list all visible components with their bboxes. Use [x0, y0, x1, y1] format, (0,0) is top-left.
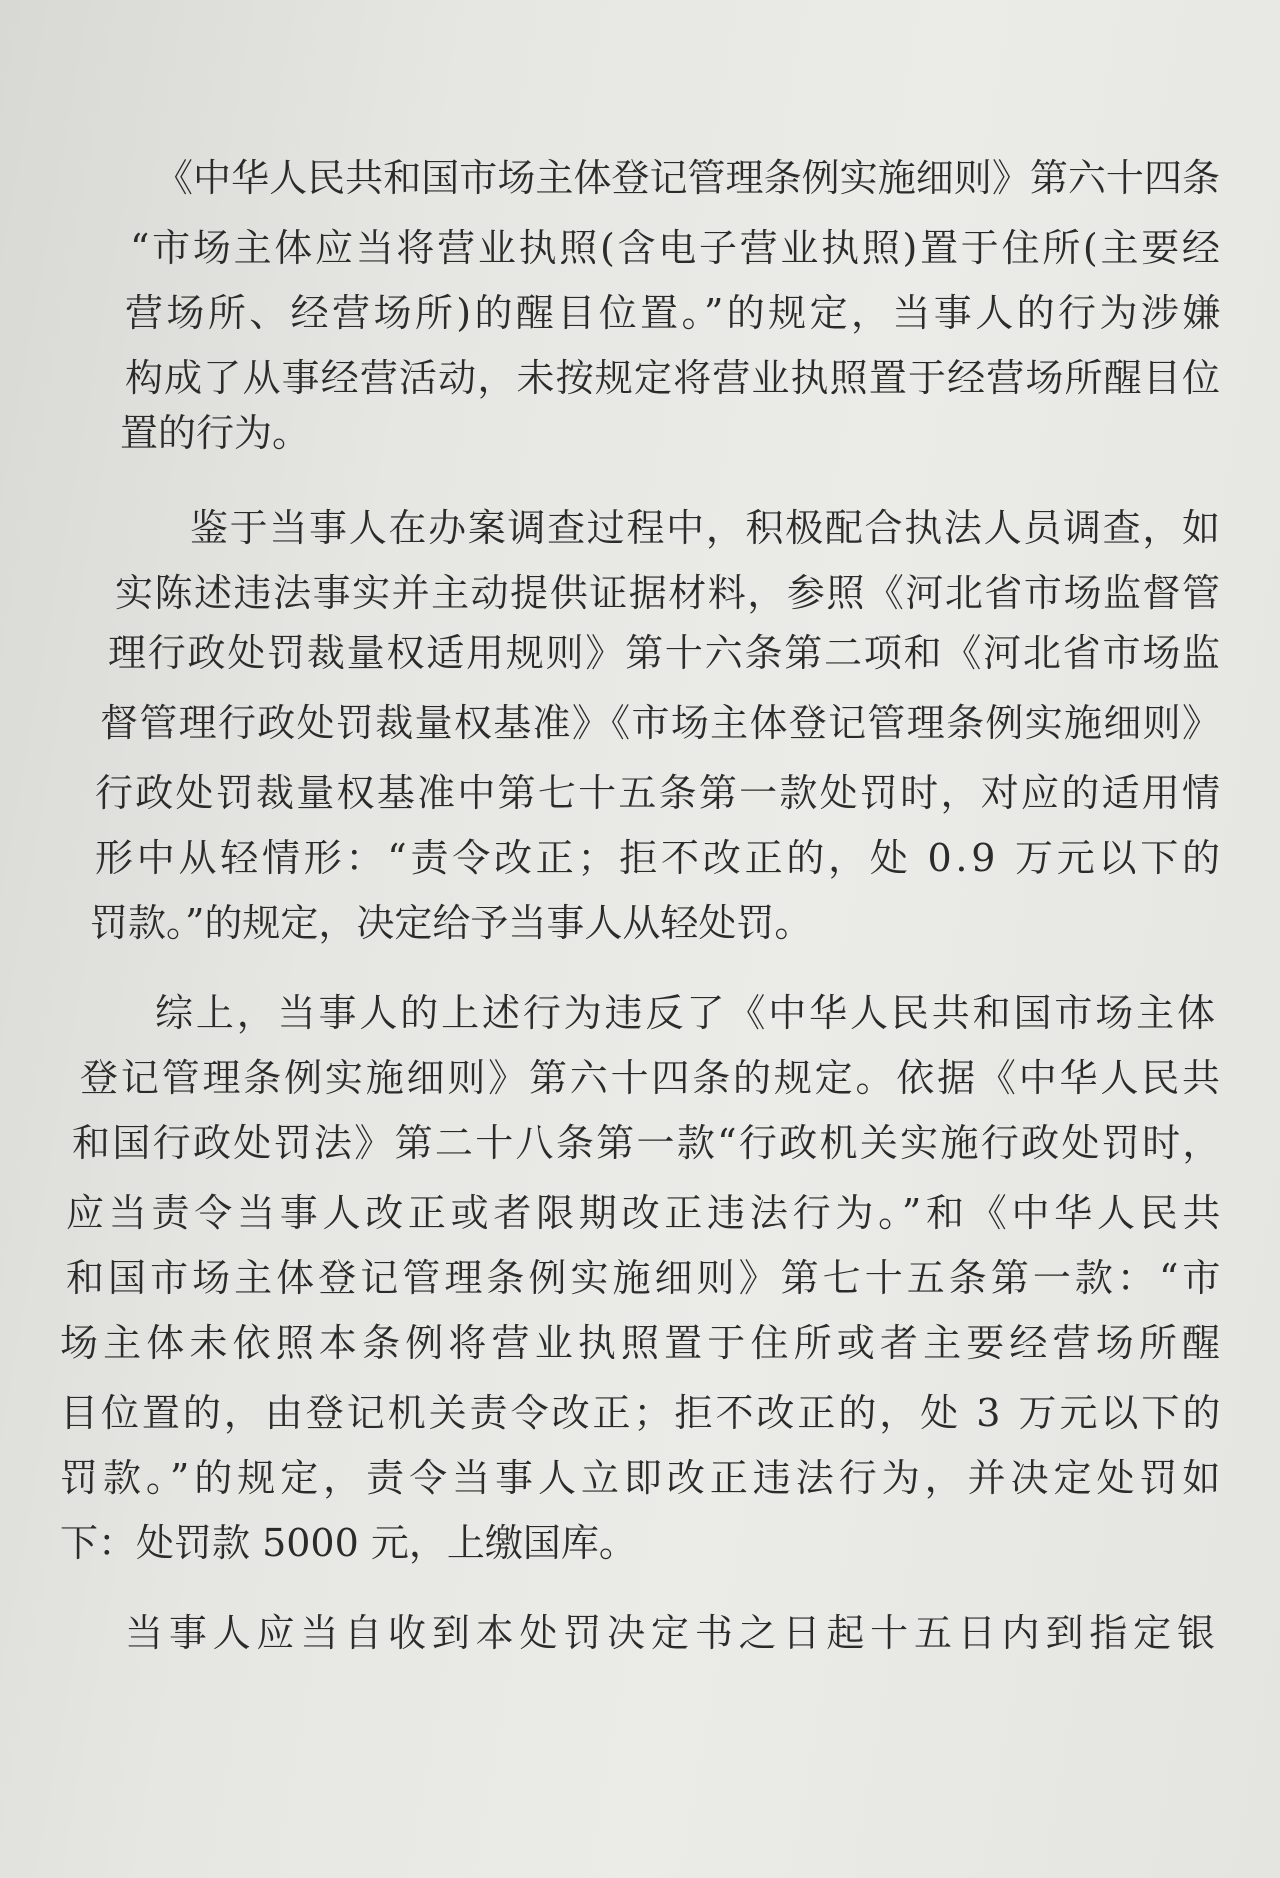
- text-line: 和国市场主体登记管理条例实施细则》第七十五条第一款：“市: [66, 1256, 1225, 1300]
- text-line: 当事人应当自收到本处罚决定书之日起十五日内到指定银: [125, 1611, 1221, 1655]
- text-line: 置的行为。: [120, 411, 311, 455]
- text-line: 督管理行政处罚裁量权基准》《市场主体登记管理条例实施细则》: [100, 701, 1222, 745]
- text-line: 《中华人民共和国市场主体登记管理条例实施细则》第六十四条: [155, 156, 1221, 200]
- text-line: 目位置的，由登记机关责令改正；拒不改正的，处 3 万元以下的: [60, 1391, 1224, 1435]
- text-line: 形中从轻情形：“责令改正；拒不改正的，处 0.9 万元以下的: [95, 836, 1224, 880]
- text-line: 行政处罚裁量权基准中第七十五条第一款处罚时，对应的适用情: [95, 771, 1223, 815]
- text-line: 下：处罚款 5000 元，上缴国库。: [60, 1521, 637, 1565]
- text-line: 和国行政处罚法》第二十八条第一款“行政机关实施行政处罚时，: [72, 1121, 1223, 1165]
- text-line: “市场主体应当将营业执照(含电子营业执照)置于住所(主要经: [130, 226, 1223, 270]
- text-line: 营场所、经营场所)的醒目位置。”的规定，当事人的行为涉嫌: [125, 291, 1224, 335]
- text-line: 构成了从事经营活动，未按规定将营业执照置于经营场所醒目位: [125, 356, 1222, 400]
- text-line: 综上，当事人的上述行为违反了《中华人民共和国市场主体: [155, 991, 1218, 1035]
- text-line: 理行政处罚裁量权适用规则》第十六条第二项和《河北省市场监: [108, 631, 1222, 675]
- text-line: 登记管理条例实施细则》第六十四条的规定。依据《中华人民共: [80, 1056, 1223, 1100]
- text-line: 场主体未依照本条例将营业执照置于住所或者主要经营场所醒: [60, 1321, 1226, 1365]
- text-line: 罚款。”的规定，责令当事人立即改正违法行为，并决定处罚如: [60, 1456, 1226, 1500]
- text-line: 鉴于当事人在办案调查过程中，积极配合执法人员调查，如: [190, 506, 1222, 550]
- text-line: 罚款。”的规定，决定给予当事人从轻处罚。: [90, 901, 813, 945]
- text-line: 实陈述违法事实并主动提供证据材料，参照《河北省市场监督管: [115, 571, 1222, 615]
- text-line: 应当责令当事人改正或者限期改正违法行为。”和《中华人民共: [66, 1191, 1226, 1235]
